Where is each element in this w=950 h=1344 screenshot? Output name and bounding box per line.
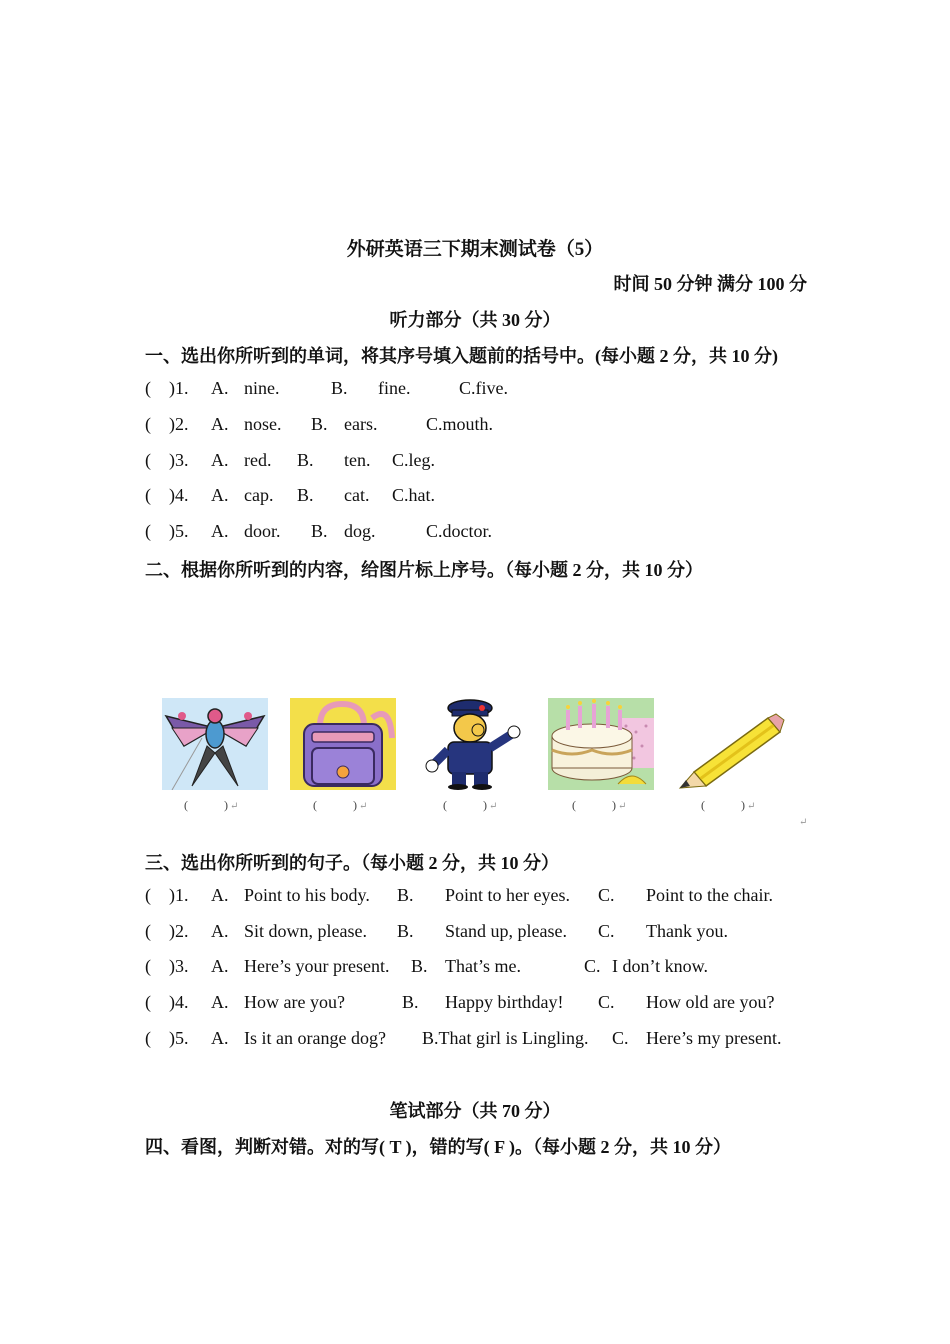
blank-text: ( ): [572, 798, 616, 812]
option-b-label: B.: [402, 992, 419, 1012]
option-a: nine.: [244, 378, 280, 398]
option-c: C.five.: [459, 378, 508, 398]
option-a: red.: [244, 450, 272, 470]
option-b-label: B.: [311, 414, 328, 434]
option-c-label: C.: [612, 1028, 629, 1048]
option-b: B.That girl is Lingling.: [422, 1028, 589, 1048]
section3-question: [145, 1028, 845, 1054]
return-mark: [797, 814, 807, 829]
option-b-label: B.: [311, 521, 328, 541]
answer-bracket[interactable]: (: [145, 414, 151, 434]
option-c: Here’s my present.: [646, 1028, 782, 1048]
section1-question: [145, 414, 845, 440]
question-number: )1.: [169, 885, 189, 905]
option-c: I don’t know.: [612, 956, 708, 976]
policeman-picture: [420, 698, 526, 790]
return-mark-glyph: ↵: [799, 817, 808, 828]
option-a: Is it an orange dog?: [244, 1028, 386, 1048]
answer-blank-2[interactable]: [313, 796, 367, 813]
answer-bracket[interactable]: (: [145, 378, 151, 398]
option-b: Stand up, please.: [445, 921, 567, 941]
option-a-label: A.: [211, 992, 229, 1012]
option-c: C.leg.: [392, 450, 435, 470]
option-c: How old are you?: [646, 992, 775, 1012]
birthday-cake-picture: [548, 698, 654, 790]
section3-heading: 三、选出你所听到的句子。（每小题 2 分，共 10 分）: [145, 853, 559, 873]
return-mark: ↵: [489, 801, 498, 812]
time-info: 时间 50 分钟 满分 100 分: [613, 274, 807, 294]
section1-heading: 一、选出你所听到的单词，将其序号填入题前的括号中。(每小题 2 分，共 10 分): [145, 346, 778, 366]
option-b-label: B.: [297, 485, 314, 505]
option-a-label: A.: [211, 921, 229, 941]
option-c-label: C.: [598, 992, 615, 1012]
section1-question: [145, 485, 845, 511]
option-a: door.: [244, 521, 281, 541]
answer-bracket[interactable]: (: [145, 921, 151, 941]
section3-question: [145, 956, 845, 982]
option-a-label: A.: [211, 450, 229, 470]
option-c: C.doctor.: [426, 521, 492, 541]
option-c: C.hat.: [392, 485, 435, 505]
option-c-label: C.: [598, 885, 615, 905]
option-b-label: B.: [297, 450, 314, 470]
section2-heading: 二、根据你所听到的内容，给图片标上序号。（每小题 2 分，共 10 分）: [145, 560, 703, 580]
section1-question: [145, 378, 845, 404]
return-mark: ↵: [230, 801, 239, 812]
option-c: Thank you.: [646, 921, 728, 941]
answer-bracket[interactable]: (: [145, 450, 151, 470]
option-c-label: C.: [598, 921, 615, 941]
question-number: )5.: [169, 521, 189, 541]
option-a: cap.: [244, 485, 274, 505]
blank-text: ( ): [443, 798, 487, 812]
option-b-label: B.: [331, 378, 348, 398]
answer-bracket[interactable]: (: [145, 885, 151, 905]
answer-bracket[interactable]: (: [145, 1028, 151, 1048]
question-number: )2.: [169, 414, 189, 434]
blank-text: ( ): [184, 798, 228, 812]
answer-blank-4[interactable]: [572, 796, 626, 813]
schoolbag-picture: [290, 698, 396, 790]
question-number: )5.: [169, 1028, 189, 1048]
option-a-label: A.: [211, 485, 229, 505]
question-number: )3.: [169, 956, 189, 976]
option-c: Point to the chair.: [646, 885, 773, 905]
section3-question: [145, 992, 845, 1018]
option-b: ten.: [344, 450, 371, 470]
option-a-label: A.: [211, 885, 229, 905]
pencil-picture: [676, 698, 786, 790]
option-b: That’s me.: [445, 956, 521, 976]
option-c-label: C.: [584, 956, 601, 976]
option-a: How are you?: [244, 992, 345, 1012]
answer-blank-1[interactable]: [184, 796, 238, 813]
section3-question: [145, 921, 845, 947]
question-number: )2.: [169, 921, 189, 941]
option-b-label: B.: [397, 885, 414, 905]
answer-bracket[interactable]: (: [145, 485, 151, 505]
return-mark: ↵: [747, 801, 756, 812]
blank-text: ( ): [701, 798, 745, 812]
return-mark: ↵: [618, 801, 627, 812]
section3-question: [145, 885, 845, 911]
option-b: cat.: [344, 485, 370, 505]
option-a: nose.: [244, 414, 282, 434]
answer-bracket[interactable]: (: [145, 956, 151, 976]
kite-picture: [162, 698, 268, 790]
writing-header: 笔试部分（共 70 分）: [389, 1101, 561, 1121]
option-b-label: B.: [411, 956, 428, 976]
option-a: Here’s your present.: [244, 956, 390, 976]
section4-heading: 四、看图，判断对错。对的写( T )，错的写( F )。（每小题 2 分，共 10 分）: [145, 1137, 731, 1157]
option-a-label: A.: [211, 378, 229, 398]
option-c: C.mouth.: [426, 414, 494, 434]
question-number: )3.: [169, 450, 189, 470]
answer-bracket[interactable]: (: [145, 521, 151, 541]
listening-header: 听力部分（共 30 分）: [389, 310, 561, 330]
option-b: dog.: [344, 521, 376, 541]
option-a: Sit down, please.: [244, 921, 367, 941]
return-mark: ↵: [359, 801, 368, 812]
question-number: )4.: [169, 992, 189, 1012]
option-a: Point to his body.: [244, 885, 370, 905]
option-a-label: A.: [211, 521, 229, 541]
question-number: )1.: [169, 378, 189, 398]
option-b: fine.: [378, 378, 411, 398]
question-number: )4.: [169, 485, 189, 505]
answer-bracket[interactable]: (: [145, 992, 151, 1012]
option-b: Point to her eyes.: [445, 885, 570, 905]
blank-text: ( ): [313, 798, 357, 812]
answer-blank-3[interactable]: [443, 796, 497, 813]
option-a-label: A.: [211, 414, 229, 434]
section1-question: [145, 450, 845, 476]
option-b-label: B.: [397, 921, 414, 941]
answer-blank-5[interactable]: [701, 796, 755, 813]
page-title: 外研英语三下期末测试卷（5）: [346, 239, 604, 260]
section1-question: [145, 521, 845, 547]
option-b: Happy birthday!: [445, 992, 564, 1012]
option-b: ears.: [344, 414, 378, 434]
option-a-label: A.: [211, 1028, 229, 1048]
option-a-label: A.: [211, 956, 229, 976]
